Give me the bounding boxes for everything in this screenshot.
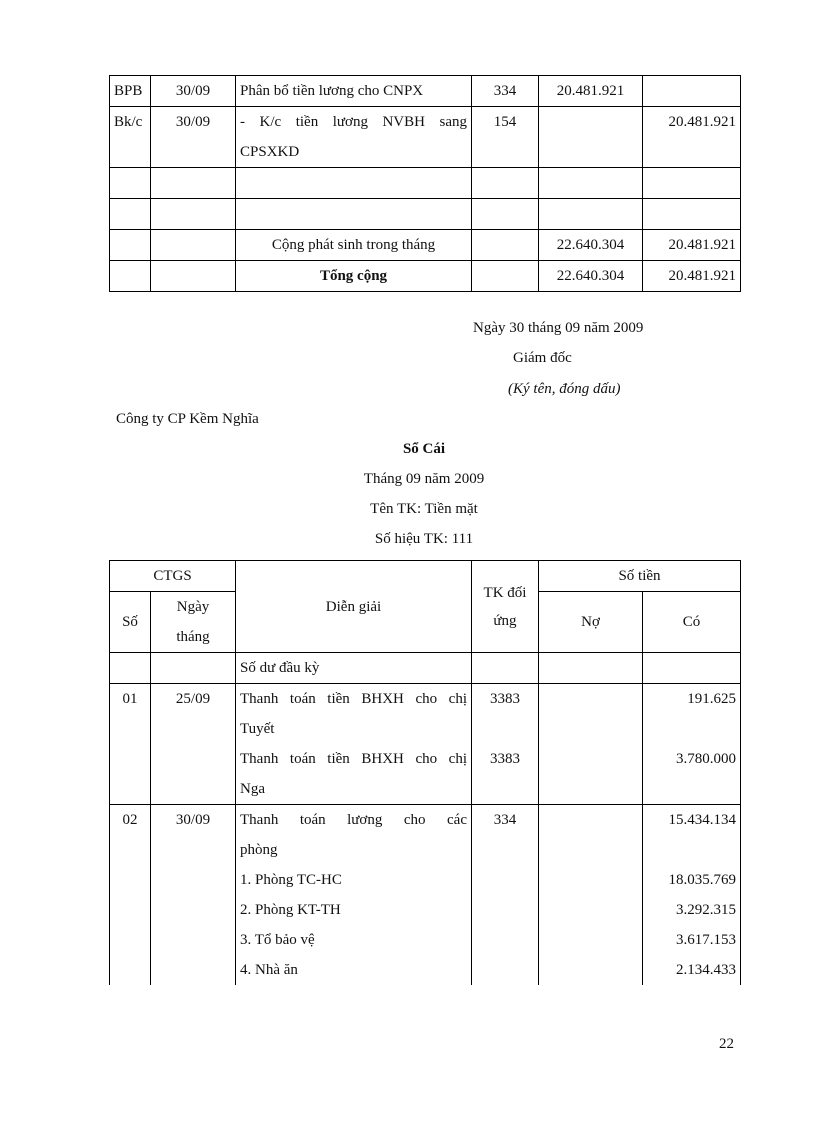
entry-date: 25/09 — [151, 684, 236, 805]
entry-debit — [539, 805, 643, 986]
total-label: Tổng cộng — [236, 261, 472, 292]
subtotal-credit: 20.481.921 — [643, 230, 741, 261]
credit — [643, 76, 741, 107]
counter-account-header: TK đối ứng — [472, 561, 539, 653]
description-header: Diễn giải — [236, 561, 472, 653]
credit: 20.481.921 — [643, 107, 741, 168]
number-header: Số — [110, 592, 151, 653]
description: Phân bổ tiền lương cho CNPX — [236, 76, 472, 107]
account-number: Số hiệu TK: 111 — [374, 531, 474, 547]
table-row — [110, 684, 741, 805]
date-header: Ngày tháng — [151, 592, 236, 653]
description-line: CPSXKD — [240, 144, 300, 160]
table-row — [110, 261, 741, 292]
description-line: - K/c tiền lương NVBH sang — [240, 114, 467, 130]
ctgs-header: CTGS — [110, 561, 236, 592]
journal-table — [109, 75, 741, 292]
entry-description: Thanh toán tiền BHXH cho chị Tuyết Thanh toán tiền BHXH cho chị Nga — [236, 684, 472, 805]
credit-header: Có — [643, 592, 741, 653]
signature-note: (Ký tên, đóng dấu) — [508, 381, 621, 397]
entry-credit: 15.434.134 18.035.769 3.292.315 3.617.153 2.134.433 — [643, 805, 741, 986]
voucher-date: 30/09 — [151, 107, 236, 168]
page-number: 22 — [719, 1036, 734, 1052]
subtotal-debit: 22.640.304 — [539, 230, 643, 261]
signature-date: Ngày 30 tháng 09 năm 2009 — [473, 320, 644, 336]
entry-number: 02 — [110, 805, 151, 986]
entry-account: 3383 3383 — [472, 684, 539, 805]
header-row — [110, 561, 741, 592]
ledger-table — [109, 560, 741, 985]
ledger-month: Tháng 09 năm 2009 — [363, 471, 485, 487]
description — [236, 107, 472, 168]
ledger-title: Sổ Cái — [402, 441, 446, 457]
debit: 20.481.921 — [539, 76, 643, 107]
table-row — [110, 168, 741, 199]
voucher-date: 30/09 — [151, 76, 236, 107]
table-row — [110, 230, 741, 261]
company-name: Công ty CP Kềm Nghĩa — [116, 411, 259, 427]
debit-header: Nợ — [539, 592, 643, 653]
entry-credit: 191.625 3.780.000 — [643, 684, 741, 805]
entry-number: 01 — [110, 684, 151, 805]
subtotal-label: Cộng phát sinh trong tháng — [236, 230, 472, 261]
entry-account: 334 — [472, 805, 539, 986]
voucher-code: Bk/c — [110, 107, 151, 168]
account-name: Tên TK: Tiền mặt — [370, 501, 478, 517]
table-row — [110, 653, 741, 684]
entry-description: Thanh toán lương cho các phòng 1. Phòng TC-HC 2. Phòng KT-TH 3. Tổ bảo vệ 4. Nhà ăn — [236, 805, 472, 986]
table-row — [110, 107, 741, 168]
voucher-code: BPB — [110, 76, 151, 107]
total-debit: 22.640.304 — [539, 261, 643, 292]
entry-date: 30/09 — [151, 805, 236, 986]
account: 334 — [472, 76, 539, 107]
opening-balance-label: Số dư đầu kỳ — [236, 653, 472, 684]
table-row — [110, 805, 741, 986]
entry-debit — [539, 684, 643, 805]
amount-header: Số tiền — [539, 561, 741, 592]
signature-title: Giám đốc — [513, 350, 572, 366]
table-row — [110, 76, 741, 107]
debit — [539, 107, 643, 168]
table-row — [110, 199, 741, 230]
total-credit: 20.481.921 — [643, 261, 741, 292]
account: 154 — [472, 107, 539, 168]
